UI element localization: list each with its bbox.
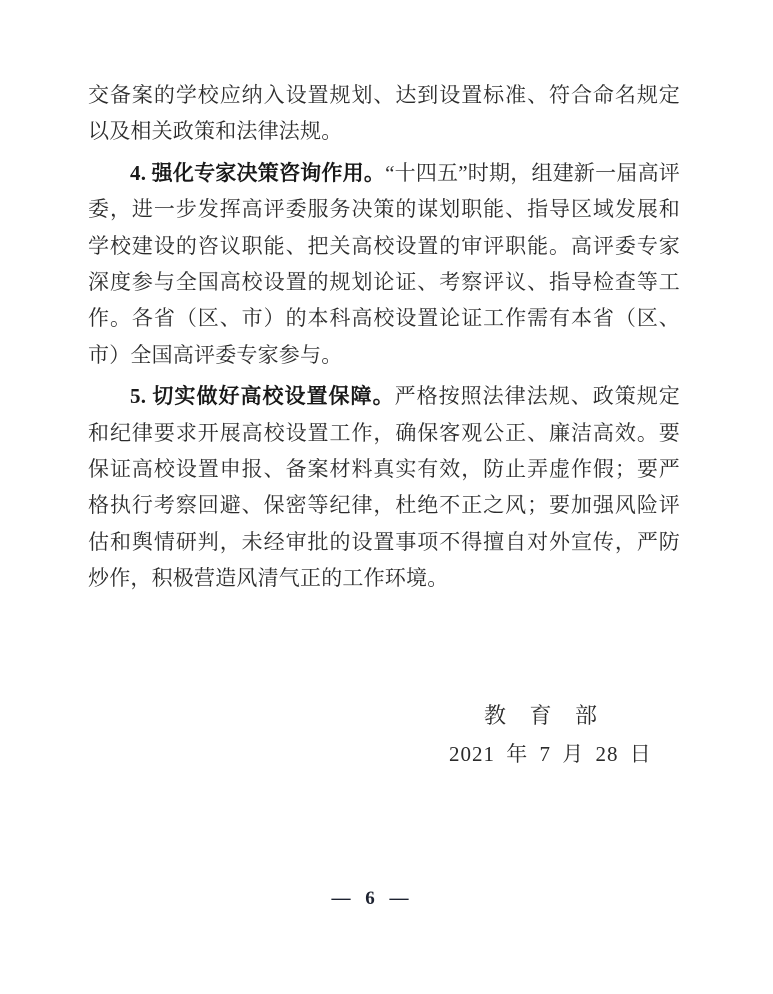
paragraph-continuation	[88, 77, 680, 150]
paragraph-lead: 4. 强化专家决策咨询作用。	[130, 160, 386, 185]
paragraph-item-5	[88, 378, 680, 596]
paragraph-lead: 5. 切实做好高校设置保障。	[130, 384, 395, 409]
signature-date: 2021 年 7 月 28 日	[449, 742, 652, 766]
paragraph-text: “十四五”时期，组建新一届高评委，进一步发挥高评委服务决策的谋划职能、指导区域发展和学校建设的咨议职能、把关高校设置的审评职能。高评委专家深度参与全国高校设置的规划论证、考察评议、指导检查等工作。各省（区、市）的本科高校设置论证工作需有本省（区、市）全国高评委专家参与。	[88, 160, 680, 367]
paragraph-text: 交备案的学校应纳入设置规划、达到设置标准、符合命名规定以及相关政策和法律法规。	[88, 83, 680, 144]
page-number: — 6 —	[331, 888, 414, 909]
paragraph-item-4	[88, 155, 680, 373]
signature-ministry: 教 育 部	[484, 703, 607, 728]
paragraph-text: 严格按照法律法规、政策规定和纪律要求开展高校设置工作，确保客观公正、廉洁高效。要保证高校设置申报、备案材料真实有效，防止弄虚作假；要严格执行考察回避、保密等纪律，杜绝不正之风；要加强风险评估和舆情研判，未经审批的设置事项不得擅自对外宣传，严防炒作，积极营造风清气正的工作环境。	[88, 384, 680, 591]
document-body	[88, 77, 680, 597]
